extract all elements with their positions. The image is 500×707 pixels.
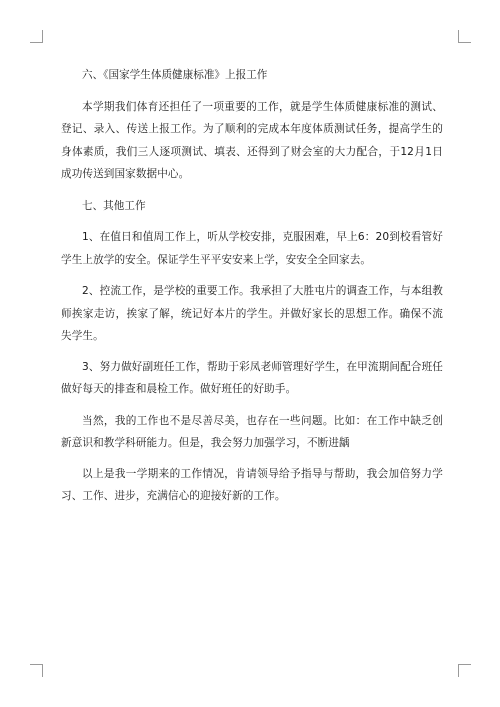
paragraph-dropout-control: 2、控流工作，是学校的重要工作。我承担了大胜屯片的调查工作，与本组教师挨家走访，挨家了解，统记好本片的学生。并做好家长的思想工作。确保不流失学生。	[61, 285, 443, 342]
crop-mark-top-right	[458, 30, 471, 43]
document-body	[61, 64, 443, 508]
crop-mark-top-left	[30, 30, 43, 43]
paragraph-conclusion: 以上是我一学期来的工作情况，肯请领导给予指导与帮助，我会加倍努力学习、工作、进步，充满信心的迎接好新的工作。	[61, 467, 443, 502]
section-heading-six: 六、《国家学生体质健康标准》上报工作	[82, 69, 268, 81]
paragraph-duty-work: 1、在值日和值周工作上，听从学校安排，克服困难，早上6：20到校看管好学生上放学的安全。保证学生平平安安来上学，安安全全回家去。	[61, 231, 443, 266]
paragraph-problems: 当然，我的工作也不是尽善尽美，也存在一些问题。比如：在工作中缺乏创新意识和教学科研能力。但是，我会努力加强学习，不断进龋	[61, 414, 443, 449]
crop-mark-bottom-right	[458, 664, 471, 677]
section-heading-seven: 七、其他工作	[82, 199, 146, 212]
paragraph-health-standard-report: 本学期我们体育还担任了一项重要的工作，就是学生体质健康标准的测试、登记、录入、传送上报工作。为了顺利的完成本年度体质测试任务，提高学生的身体素质，我们三人逐项测试、填表、还得到了财会室的大力配合，于12月1日成功传送到国家数据中心。	[61, 100, 443, 180]
paragraph-assistant-teacher: 3、努力做好副班任工作，帮助于彩凤老师管理好学生，在甲流期间配合班任做好每天的排查和晨检工作。做好班任的好助手。	[61, 360, 443, 395]
crop-mark-bottom-left	[30, 664, 43, 677]
